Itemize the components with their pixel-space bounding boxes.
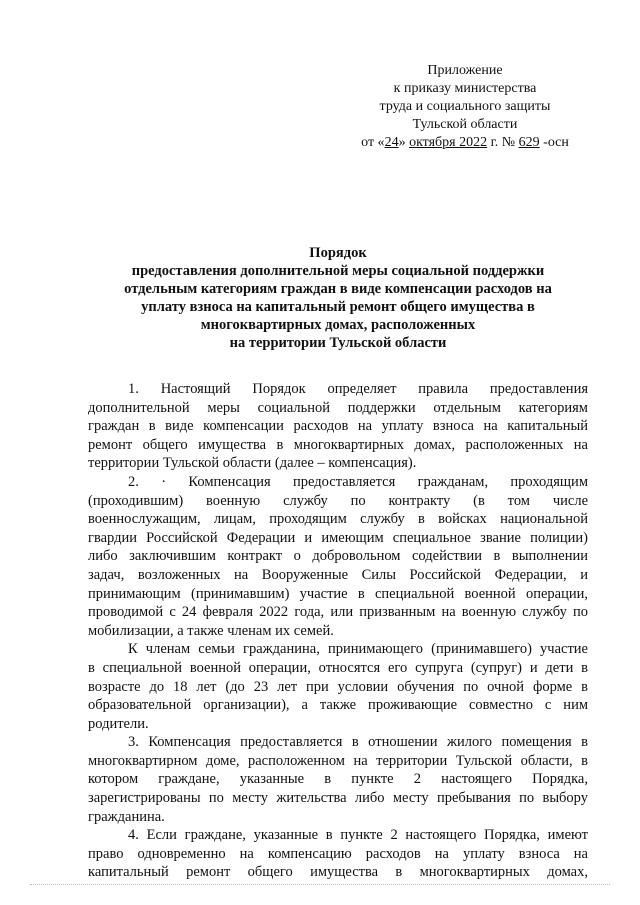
- text-line: зарегистрированы по месту жительства либо месту пребывания по выбору: [88, 790, 588, 807]
- scan-artifact-dots: [30, 884, 610, 885]
- text-line: ремонт общего имущества в многоквартирных домах, расположенных на: [88, 436, 588, 453]
- text-line: 1. Настоящий Порядок определяет правила предоставления: [128, 381, 588, 397]
- text-line: дополнительной меры социальной поддержки отдельным категориям: [88, 399, 588, 416]
- date-prefix: от «: [361, 135, 385, 150]
- text-line: 4. Если граждане, указанные в пункте 2 настоящего Порядка, имеют: [128, 827, 588, 844]
- title-line: уплату взноса на капитальный ремонт общего имущества в: [141, 299, 535, 315]
- document-body: [88, 380, 588, 882]
- date-mid: »: [398, 135, 410, 150]
- date-month: октября 2022: [409, 135, 488, 150]
- text-line: возрасте до 18 лет (до 23 лет при условии обучения по очной форме в: [88, 678, 588, 695]
- text-line: многоквартирном доме, расположенном на территории Тульской области, в: [88, 752, 588, 769]
- text-line: 2. · Компенсация предоставляется гражданам, проходящим: [128, 473, 588, 490]
- title-line: на территории Тульской области: [229, 335, 447, 351]
- date-day: 24: [384, 135, 399, 150]
- text-line: капитальный ремонт общего имущества в многоквартирных домах,: [88, 864, 588, 881]
- text-line: мобилизации, а также членам их семей.: [88, 622, 334, 639]
- title-line: отдельным категориям граждан в виде компенсации расходов на: [124, 281, 552, 297]
- text-line: граждан в виде компенсации расходов на уплату взноса на капитальный: [88, 418, 588, 435]
- appendix-line-4: Тульской области: [412, 117, 518, 132]
- text-line: территории Тульской области (далее – компенсация).: [88, 455, 417, 472]
- text-line: котором граждане, указанные в пункте 2 настоящего Порядка,: [88, 771, 588, 788]
- appendix-header: [330, 62, 600, 152]
- document-title: [88, 244, 588, 352]
- order-number: 629: [518, 135, 540, 150]
- order-number-suffix: -осн: [539, 135, 569, 150]
- appendix-line-1: Приложение: [427, 63, 503, 78]
- paragraph-5: [88, 826, 588, 882]
- text-line: 3. Компенсация предоставляется в отношении жилого помещения в: [128, 734, 588, 751]
- title-line: многоквартирных домах, расположенных: [200, 317, 476, 333]
- paragraph-2: [88, 473, 588, 640]
- text-line: принимающим (принимавшим) участие в специальной военной операции,: [88, 585, 588, 602]
- text-line: К членам семьи гражданина, принимающего (принимавшего) участие: [128, 641, 588, 658]
- paragraph-1: [88, 380, 588, 473]
- title-line: Порядок: [309, 245, 367, 261]
- text-line: задач, возложенных на Вооруженные Силы Российской Федерации, и: [88, 566, 588, 583]
- text-line: военнослужащим, лицам, проходящим службу в войсках национальной: [88, 511, 588, 528]
- text-line: образовательной организации), а также проживающие совместно с ним: [88, 697, 588, 714]
- text-line: право одновременно на компенсацию расходов на уплату взноса на: [88, 845, 588, 862]
- text-line: гвардии Российской Федерации и имеющим специальное звание полиции): [88, 529, 588, 546]
- text-line: родители.: [88, 715, 149, 732]
- text-line: (проходившим) военную службу по контракту (в том числе: [88, 492, 588, 509]
- text-line: в специальной военной операции, относятся его супруга (супруг) и дети в: [88, 659, 588, 676]
- appendix-date-line: [330, 134, 600, 152]
- title-line: предоставления дополнительной меры социальной поддержки: [131, 263, 545, 279]
- text-line: проводимой с 24 февраля 2022 года, или призванным на военную службу по: [88, 604, 588, 621]
- text-line: гражданина.: [88, 808, 165, 825]
- paragraph-4: [88, 733, 588, 826]
- date-suffix: г. №: [487, 135, 519, 150]
- paragraph-3: [88, 640, 588, 733]
- text-line: либо заключившим контракт о добровольном содействии в выполнении: [88, 548, 588, 565]
- appendix-line-3: труда и социального защиты: [379, 99, 551, 114]
- appendix-line-2: к приказу министерства: [393, 81, 537, 96]
